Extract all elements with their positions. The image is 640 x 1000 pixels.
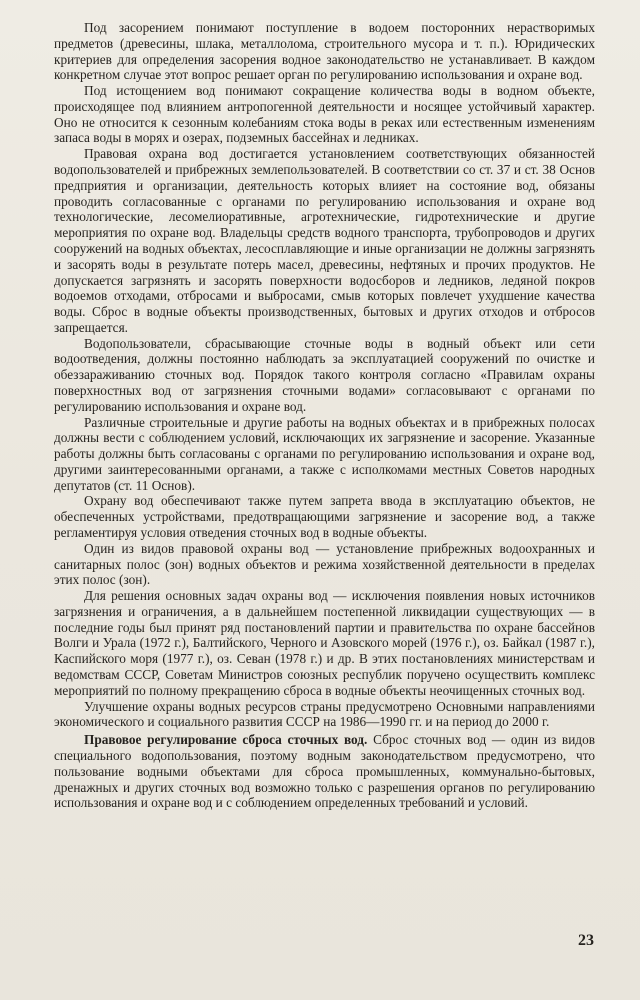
paragraph-pollution-debris: Под засорением понимают поступление в водоем посторонних нерастворимых предметов (древесины, шлака, металлолома, строительного мусора и т. п.). Юридических критериев для определения засорения водное законодательство не устанавливает. В каждом конкретном случае этот вопрос решает орган по регулированию использования и охране вод. bbox=[54, 20, 595, 83]
paragraph-legal-protection: Правовая охрана вод достигается установлением соответствующих обязанностей водопользователей и прибрежных землепользователей. В соответствии со ст. 37 и ст. 38 Основ предприятия и организации, деятельность которых влияет на состояние вод, обязаны проводить согласованные с органами по регулированию использования и охране вод технологические, лесомелиоративные, агротехнические, гидротехнические и другие мероприятия по охране вод. Владельцы средств водного транспорта, трубопроводов и других сооружений на водных объектах, лесосплавляющие и иные организации не должны загрязнять и засорять воды в результате потерь масел, древесины, нефтяных и прочих продуктов. Не допускается загрязнять и засорять поверхности водосборов и ледников, ледяной покров водоемов отходами, отбросами и выбросами, смыв которых повлечет ухудшение качества воды. Сброс в водные объекты производственных, бытовых и других отходов и отбросов запрещается. bbox=[54, 146, 595, 335]
section-text: Сброс сточных вод — один из видов специального водопользования, поэтому водным законодательством предусмотрено, что пользование водными объектами для сброса промышленных, коммунально-бытовых, дренажных и других сточных вод возможно только с разрешения органов по регулированию использования и охране вод и с соблюдением определенных требований и условий. bbox=[54, 732, 595, 811]
paragraph-protection-zones: Один из видов правовой охраны вод — установление прибрежных водоохранных и санитарных полос (зон) водных объектов и режима хозяйственной деятельности в пределах этих полос (зон). bbox=[54, 540, 595, 588]
body-text bbox=[54, 20, 595, 811]
paragraph-commissioning-ban: Охрану вод обеспечивают также путем запрета ввода в эксплуатацию объектов, не обеспеченных устройствами, предотвращающими загрязнение и засорение вод, а также регламентируя условия отведения сточных вод в водные объекты. bbox=[54, 493, 595, 540]
page-number: 23 bbox=[578, 932, 594, 949]
paragraph-wastewater-users: Водопользователи, сбрасывающие сточные воды в водный объект или сети водоотведения, должны постоянно наблюдать за эксплуатацией сооружений по очистке и обеззараживанию сточных вод. Порядок такого контроля согласно «Правилам охраны поверхностных вод от загрязнения сточными водами» согласовывают с органами по регулированию использования и охране вод. bbox=[54, 335, 595, 414]
section-run-in-heading: Правовое регулирование сброса сточных вод. bbox=[84, 732, 368, 748]
paragraph-construction-works: Различные строительные и другие работы на водных объектах и в прибрежных полосах должны вести с соблюдением условий, исключающих их загрязнение и засорение. Указанные работы должны быть согласованы с органами по регулированию использования и охране вод, другими заинтересованными органами, а также с исполкомами местных Советов народных депутатов (ст. 11 Основ). bbox=[54, 414, 595, 493]
paragraph-wastewater-regulation bbox=[54, 732, 595, 811]
paragraph-main-directions: Улучшение охраны водных ресурсов страны предусмотрено Основными направлениями экономического и социального развития СССР на 1986—1990 гг. и на период до 2000 г. bbox=[54, 698, 595, 730]
paragraph-depletion: Под истощением вод понимают сокращение количества воды в водном объекте, происходящее под влиянием антропогенной деятельности и носящее устойчивый характер. Оно не относится к сезонным колебаниям стока воды в реках или естественным изменениям запаса воды в морях и озерах, подземных бассейнах и ледниках. bbox=[54, 83, 595, 146]
paragraph-government-decrees: Для решения основных задач охраны вод — исключения появления новых источников загрязнения и ограничения, а в дальнейшем постепенной ликвидации существующих — в последние годы был принят ряд постановлений партии и правительства по охране бассейнов Волги и Урала (1972 г.), Балтийского, Черного и Азовского морей (1976 г.), оз. Байкал (1987 г.), Каспийского моря (1977 г.), оз. Севан (1978 г.) и др. В этих постановлениях министерствам и ведомствам СССР, Советам Министров союзных республик поручено осуществить комплекс мероприятий по полному прекращению сброса в водные объекты неочищенных сточных вод. bbox=[54, 588, 595, 698]
